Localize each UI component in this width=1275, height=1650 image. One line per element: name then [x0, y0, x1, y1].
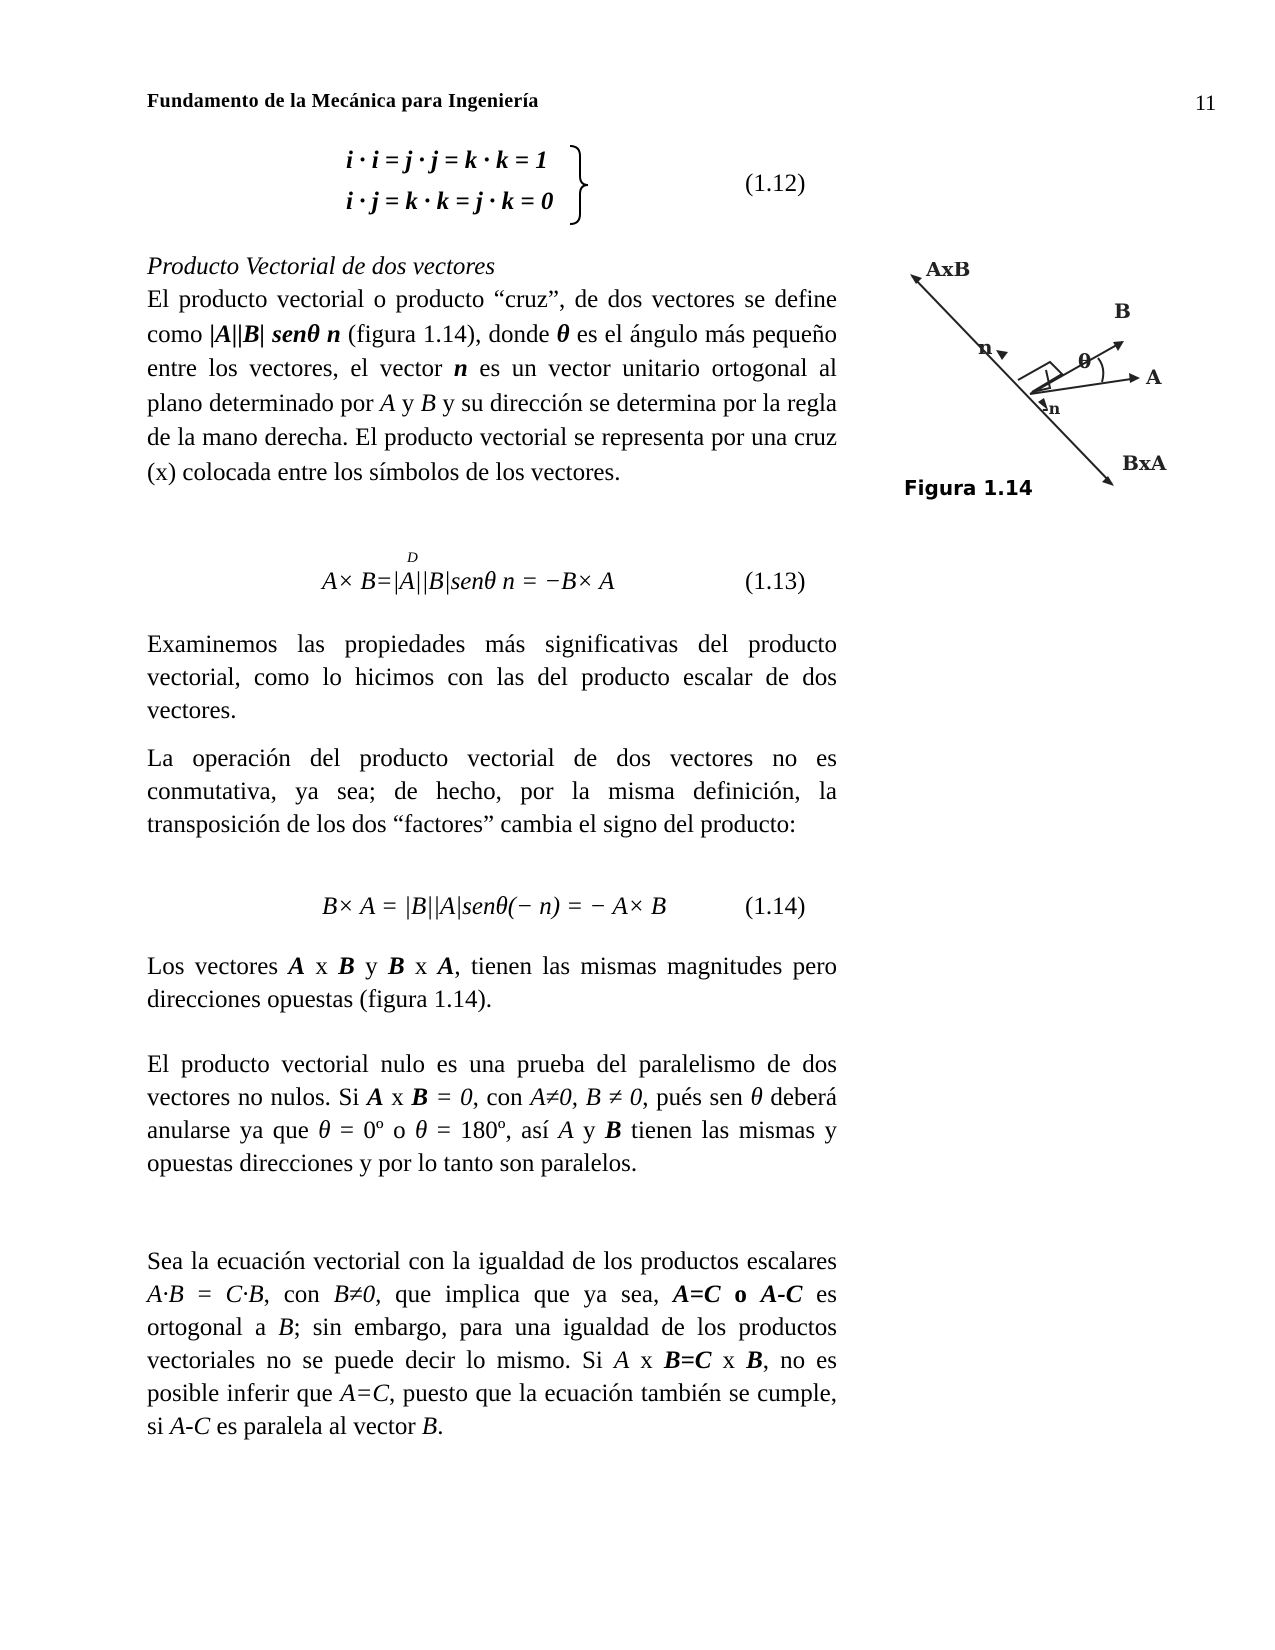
arrowhead-bxa [1102, 476, 1114, 486]
right-angle-mark [1018, 362, 1062, 392]
arrowhead-n [996, 350, 1008, 360]
definition-mark: D [407, 550, 418, 566]
label-bxa: BxA [1122, 451, 1167, 475]
cross-product-figure [900, 262, 1190, 492]
paragraph-opposite-directions: Los vectores A x B y B x A, tienen las mismas magnitudes pero direcciones opuestas (figura 1.14). [147, 953, 838, 1013]
equation-number-1-13: (1.13) [745, 568, 806, 595]
vector-a-line [1030, 378, 1138, 394]
equation-1-13: A× B=|A||B|senθ n = −B× A [322, 568, 615, 595]
label-n: n [978, 335, 993, 359]
equation-number-1-12: (1.12) [745, 170, 806, 197]
equation-number-1-14: (1.14) [745, 893, 806, 920]
running-header: Fundamento de la Mecánica para Ingeniería [147, 90, 539, 112]
theta-arc [1098, 358, 1103, 382]
equation-1-14: B× A = |B||A|senθ(− n) = − A× B [322, 893, 667, 920]
label-axb: AxB [926, 262, 971, 281]
paragraph-vector-equation: Sea la ecuación vectorial con la igualdad de los productos escalares A·B = C·B, con B≠0, que implica que ya sea, A=C o A-C es ortogonal a B; sin embargo, para una igualdad de los productos vectoriales no se puede decir lo mismo. Si A x B=C x B, no es posible inferir que A=C, puesto que la ecuación también se cumple, si A-C es paralela al vector B. [147, 1248, 838, 1440]
axb-bxa-line [912, 276, 1112, 484]
figure-caption: Figura 1.14 [904, 476, 1033, 500]
arrowhead-axb [910, 274, 922, 284]
paragraph-properties: Examinemos las propiedades más significativas del producto vectorial, como lo hicimos con las del producto escalar de dos vectores. [147, 631, 837, 724]
label-b: B [1114, 299, 1131, 323]
paragraph-definition: El producto vectorial o producto “cruz”, de dos vectores se define como |A||B| senθ n (figura 1.14), donde θ es el ángulo más pequeño entre los vectores, el vector n es un vector unitario ortogonal al plano determinado por A y B y su dirección se determina por la regla de la mano derecha. El producto vectorial se representa por una cruz (x) colocada entre los símbolos de los vectores. [147, 286, 838, 486]
equation-brace [566, 144, 596, 231]
section-heading: Producto Vectorial de dos vectores [147, 253, 496, 280]
paragraph-noncommutative: La operación del producto vectorial de dos vectores no es conmutativa, ya sea; de hecho, por la misma definición, la transposición de los dos “factores” cambia el signo del producto: [147, 745, 837, 838]
equation-1-12-line1: i · i = j · j = k · k = 1 [346, 147, 548, 174]
label-neg-n: -n [1042, 399, 1061, 418]
label-a: A [1146, 365, 1162, 389]
equation-1-12-line2: i · j = k · k = j · k = 0 [346, 188, 554, 215]
arrowhead-a [1129, 373, 1140, 383]
label-theta: θ [1078, 349, 1092, 373]
paragraph-parallelism: El producto vectorial nulo es una prueba del paralelismo de dos vectores no nulos. Si A x B = 0, con A≠0, B ≠ 0, pués sen θ deberá anularse ya que θ = 0º o θ = 180º, así A y B tienen las mismas y opuestas direcciones y por lo tanto son paralelos. [147, 1051, 838, 1177]
page-number: 11 [1195, 90, 1217, 115]
